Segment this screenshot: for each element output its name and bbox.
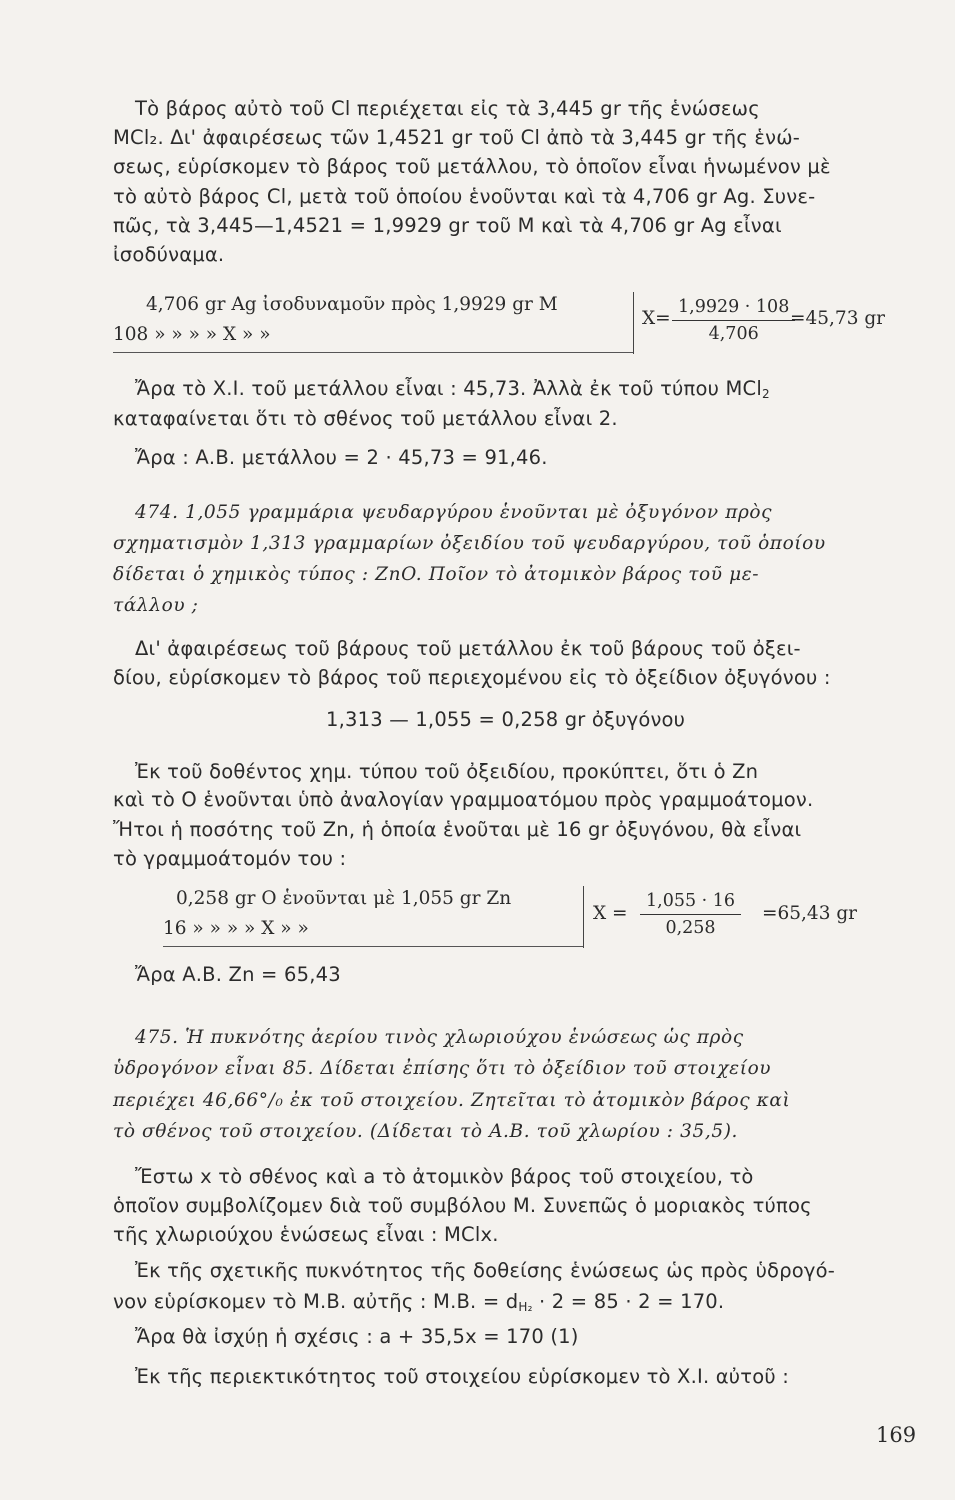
proportion-row: 0,258 gr O ἑνοῦνται μὲ 1,055 gr Zn: [176, 888, 512, 909]
problem-475-line: ὑδρογόνον εἶναι 85. Δίδεται ἐπίσης ὅτι τὸ ὀξείδιον τοῦ στοιχείου: [113, 1058, 772, 1079]
text-line: νον εὑρίσκομεν τὸ Μ.Β. αὐτῆς : Μ.Β. = dH₂ · 2 = 85 · 2 = 170.: [113, 1290, 725, 1314]
text-line: Ἤτοι ἡ ποσότης τοῦ Zn, ἡ ὁποία ἑνοῦται μὲ 16 gr ὀξυγόνου, θὰ εἶναι: [113, 818, 802, 841]
fraction-result: =65,43 gr: [762, 903, 858, 924]
text-line: ὁποῖον συμβολίζομεν διὰ τοῦ συμβόλου Μ. Συνεπῶς ὁ μοριακὸς τύπος: [113, 1194, 812, 1217]
problem-474-line: 474. 1,055 γραμμάρια ψευδαργύρου ἑνοῦνται μὲ ὀξυγόνον πρὸς: [135, 502, 773, 523]
problem-475-line: 475. Ἡ πυκνότης ἀερίου τινὸς χλωριούχου ἑνώσεως ὡς πρὸς: [135, 1027, 744, 1048]
fraction-numerator: 1,9929 · 108: [672, 296, 795, 321]
problem-475-line: τὸ σθένος τοῦ στοιχείου. (Δίδεται τὸ Α.Β. τοῦ χλωρίου : 35,5).: [113, 1121, 738, 1142]
proportion-row: 4,706 gr Ag ἰσοδυναμοῦν πρὸς 1,9929 gr M: [146, 294, 558, 315]
proportion-bar: [583, 886, 584, 948]
problem-475-line: περιέχει 46,66°/₀ ἐκ τοῦ στοιχείου. Ζητεῖται τὸ ἀτομικὸν βάρος καὶ: [113, 1090, 791, 1111]
problem-474-line: τάλλου ;: [113, 595, 199, 616]
text-line: MCl₂. Δι' ἀφαιρέσεως τῶν 1,4521 gr τοῦ Cl ἀπὸ τὰ 3,445 gr τῆς ἑνώ-: [113, 126, 800, 149]
proportion-row: 16 » » » » X » »: [163, 918, 309, 939]
fraction: [672, 296, 795, 345]
problem-474-line: δίδεται ὁ χημικὸς τύπος : ZnO. Ποῖον τὸ ἀτομικὸν βάρος τοῦ με-: [113, 564, 760, 585]
text-line: πῶς, τὰ 3,445—1,4521 = 1,9929 gr τοῦ Μ καὶ τὰ 4,706 gr Ag εἶναι: [113, 214, 782, 237]
text-line: δίου, εὑρίσκομεν τὸ βάρος τοῦ περιεχομένου εἰς τὸ ὀξείδιον ὀξυγόνου :: [113, 666, 831, 689]
page-number: 169: [876, 1423, 917, 1447]
text-line: Ἄρα θὰ ἰσχύῃ ἡ σχέσις : a + 35,5x = 170 (1): [135, 1325, 579, 1348]
text-line: Ἄρα : Α.Β. μετάλλου = 2 · 45,73 = 91,46.: [135, 446, 548, 469]
proportion-bar: [633, 292, 634, 354]
problem-474-line: σχηματισμὸν 1,313 γραμμαρίων ὀξειδίου τοῦ ψευδαργύρου, τοῦ ὁποίου: [113, 533, 826, 554]
text-line: σεως, εὑρίσκομεν τὸ βάρος τοῦ μετάλλου, τὸ ὁποῖον εἶναι ἡνωμένον μὲ: [113, 155, 831, 178]
text-line: Ἐκ τῆς περιεκτικότητος τοῦ στοιχείου εὑρίσκομεν τὸ Χ.Ι. αὐτοῦ :: [135, 1365, 790, 1388]
equation: 1,313 — 1,055 = 0,258 gr ὀξυγόνου: [326, 708, 686, 731]
fraction-lhs: X =: [593, 903, 628, 924]
fraction-lhs: X=: [642, 308, 671, 329]
text-line: Τὸ βάρος αὐτὸ τοῦ Cl περιέχεται εἰς τὰ 3,445 gr τῆς ἑνώσεως: [135, 97, 760, 120]
text-line: ἰσοδύναμα.: [113, 243, 225, 266]
text-line: τὸ αὐτὸ βάρος Cl, μετὰ τοῦ ὁποίου ἑνοῦνται καὶ τὰ 4,706 gr Ag. Συνε-: [113, 185, 816, 208]
fraction-numerator: 1,055 · 16: [640, 890, 741, 915]
fraction-denominator: 4,706: [708, 324, 759, 344]
text-line: Ἄρα Α.Β. Zn = 65,43: [135, 963, 341, 986]
text-line: Ἐκ τοῦ δοθέντος χημ. τύπου τοῦ ὀξειδίου, προκύπτει, ὅτι ὁ Zn: [135, 760, 759, 783]
proportion-rule: [163, 946, 583, 947]
text-line: Ἐκ τῆς σχετικῆς πυκνότητος τῆς δοθείσης ἑνώσεως ὡς πρὸς ὑδρογό-: [135, 1259, 836, 1282]
fraction: [640, 890, 741, 939]
proportion-rule: [113, 352, 633, 353]
text-line: τὸ γραμμοάτομόν του :: [113, 847, 347, 870]
fraction-result: =45,73 gr: [790, 308, 886, 329]
fraction-denominator: 0,258: [665, 918, 716, 938]
text-line: καταφαίνεται ὅτι τὸ σθένος τοῦ μετάλλου εἶναι 2.: [113, 407, 618, 430]
text-line: Ἄρα τὸ Χ.Ι. τοῦ μετάλλου εἶναι : 45,73. Ἀλλὰ ἐκ τοῦ τύπου MCl$_2$: [135, 377, 770, 401]
proportion-row: 108 » » » » X » »: [113, 324, 271, 345]
text-line: καὶ τὸ Ο ἑνοῦνται ὑπὸ ἀναλογίαν γραμμοατόμου πρὸς γραμμοάτομον.: [113, 788, 814, 811]
text-line: τῆς χλωριούχου ἑνώσεως εἶναι : MClx.: [113, 1223, 499, 1246]
text-line: Ἔστω x τὸ σθένος καὶ a τὸ ἀτομικὸν βάρος τοῦ στοιχείου, τὸ: [135, 1165, 754, 1188]
text-line: Δι' ἀφαιρέσεως τοῦ βάρους τοῦ μετάλλου ἐκ τοῦ βάρους τοῦ ὀξει-: [135, 637, 801, 660]
